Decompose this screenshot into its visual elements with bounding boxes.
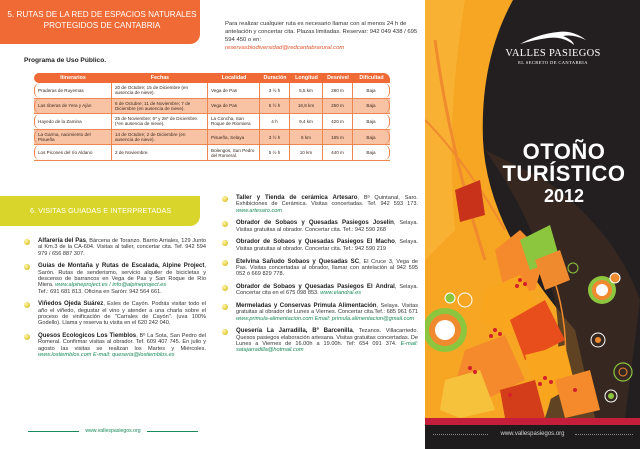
cell-fechas: 2 de Noviembre. <box>112 145 208 160</box>
header-longitud: Longitud <box>295 75 318 81</box>
item-text: , Esles de Cayón. Podrás visitar todo el año el viñedo, degustar el vino y atender a una charla sobre el proceso de vinificación de "Carrales de Cayón". (uva 100% Godello). Llama y reserva tu visita en el 620 242 040. <box>38 301 206 327</box>
routes-table <box>34 73 390 161</box>
section6-banner: 6. VISITAS GUIADAS E INTERPRETADAS <box>0 196 200 226</box>
cell-longitud: 5,5 km <box>290 83 323 98</box>
list-item <box>222 328 418 353</box>
item-web[interactable]: www.primula-alimentacion.com Email: primula.alimentacion@gmail.com <box>236 315 415 322</box>
cell-longitud: 9,4 km <box>290 114 323 129</box>
middle-panel <box>215 0 425 449</box>
cover-footer-url[interactable]: www.vallespasiegos.org <box>500 431 565 437</box>
cell-longitud: 10 km <box>290 145 323 160</box>
item-name: Viñedos Ojeda Suárez <box>38 300 104 308</box>
reservation-info <box>225 20 421 52</box>
item-name: Mermeladas y Conservas Primula Alimentación <box>236 302 377 310</box>
section5-banner <box>0 0 200 44</box>
table-row <box>34 145 390 161</box>
item-name: Taller y Tienda de cerámica Artesaro <box>236 194 358 201</box>
bullet-icon <box>222 221 228 227</box>
item-text: , Selaya. Visitas gratuitas al obrador. Concertar cita. Tef.: 942 590 268 <box>236 220 418 233</box>
left-panel <box>0 0 215 449</box>
header-desnivel: Desnivel <box>327 75 349 81</box>
bullet-icon <box>24 264 30 270</box>
item-text: , Selaya. Visitas gratuitas al obrador. Concertar cita. Tef.: 942 590 219 <box>236 239 418 252</box>
cell-itinerario: Las riberas de Yera y Aján <box>34 99 112 114</box>
brand-name: VALLES PASIEGOS <box>505 48 601 59</box>
cell-localidad: Pisueña, Selaya <box>208 130 260 145</box>
section5-title-line2: PROTEGIDOS DE CANTABRIA <box>43 21 161 30</box>
left-footer <box>28 428 198 434</box>
cell-duracion: 5 ½ h <box>260 99 290 114</box>
autumn-leaves-illustration <box>425 0 640 449</box>
item-name: Alfarería del Pas <box>38 237 87 244</box>
list-item <box>222 284 418 297</box>
table-row <box>34 114 390 130</box>
visits-list-left <box>24 238 206 365</box>
header-fechas: Fechas <box>150 75 170 81</box>
item-text: , Bº Quintanal, Saro. Exhibiciones de Cerámica. Visitas concertadas. Tef. 942 593 173. <box>236 195 418 208</box>
item-text: , Bárcena de Toranzo. Barrio Arriales, 129 Junto al Km.3 de la CA-604. Visitas al taller, concertar cita. Tef. 942 594 979 / 656 887 307. <box>38 238 206 257</box>
footer-divider <box>147 431 198 432</box>
cell-dificultad: Baja <box>353 145 390 160</box>
item-text: , El Cruce 3, Vega de Pas. Visitas concertadas al obrador, llamar con antelación al 942 595 052 ó 669 829 778. <box>236 258 418 278</box>
header-localidad: Localidad <box>221 75 247 81</box>
footer-dotted-line <box>575 434 633 435</box>
item-text: , Tezanos. Villacarriedo. Quesos pasiegos elaboración artesana. Visitas gratuitas concertadas. De Lunes a Viernes de 16.00h a 19.00h. Tef: 654 091 374. <box>236 328 418 348</box>
item-web[interactable]: www.elandral.es <box>320 290 362 297</box>
table-header <box>34 73 390 83</box>
header-duracion: Duración <box>263 75 287 81</box>
cell-dificultad: Baja <box>353 114 390 129</box>
item-text: , Sarón. Rutas de senderismo, servicio alquiler de bicicletas y descenso de barrancos en Vega de Pas y San Roque de Río Miera. <box>38 263 206 289</box>
cover-red-strip <box>425 418 640 425</box>
bullet-icon <box>222 285 228 291</box>
list-item <box>24 301 206 326</box>
brand-tagline: EL SECRETO DE CANTABRIA <box>518 60 588 65</box>
cell-fechas: 14 de Octubre; 2 de Diciembre (en ausencia de nieve). <box>112 130 208 145</box>
bullet-icon <box>222 196 228 202</box>
table-row <box>34 99 390 115</box>
item-text: , Bº La Sota, San Pedro del Romeral. Confirmar visitas al obrador. Tef. 609 407 745. En julio y agosto las visitas se realizan los Martes y Miércoles. <box>38 333 206 352</box>
cell-itinerario: Praderas de Ruyemas <box>34 83 112 98</box>
item-web[interactable]: E-mail: satajarradilla@hotmail.com <box>236 341 418 354</box>
brand-logo <box>497 28 609 65</box>
item-name: Guías de Montaña y Rutas de Escalada, Alpine Project <box>38 262 205 270</box>
cover-footer <box>425 418 640 449</box>
list-item <box>222 303 418 322</box>
item-name: Quesos Ecologicos Los Tiemblos <box>38 332 137 340</box>
cell-localidad: Bolengos, San Pedro del Romeral. <box>208 145 260 160</box>
list-item <box>222 195 418 214</box>
table-body <box>34 83 390 161</box>
item-text: , Selaya. Concertar cita en el 675 098 853. <box>236 283 418 297</box>
cell-itinerario: Hayedo de la Zamina <box>34 114 112 129</box>
cover-panel <box>425 0 640 449</box>
cell-fechas: 6 de Octubre; 11 de Noviembre; 7 de Diciembre (en ausencia de nieve). <box>112 99 208 114</box>
cover-title-year: 2012 <box>543 186 585 206</box>
reservation-email[interactable]: reservasbiodiversidad@redcantabrarural.com <box>225 45 345 52</box>
bullet-icon <box>24 334 30 340</box>
cell-desnivel: 165 m <box>323 130 353 145</box>
item-name: Etelvina Sañudo Sobaos y Quesadas SC <box>236 257 360 265</box>
bullet-icon <box>222 304 228 310</box>
list-item <box>222 239 418 252</box>
item-name: Quesería La Jarradilla, Bº Barcenilla <box>236 327 353 335</box>
cell-fechas: 20 de Octubre; 15 de Diciembre (en ausencia de nieve). <box>112 83 208 98</box>
item-name: Obrador de Sobaos y Quesadas Pasiegos El Andral <box>236 282 395 290</box>
cell-desnivel: 440 m <box>323 145 353 160</box>
list-item <box>24 238 206 257</box>
visits-list-mid <box>222 195 418 360</box>
list-item <box>24 333 206 358</box>
cell-dificultad: Baja <box>353 83 390 98</box>
cell-duracion: 5 ½ h <box>260 145 290 160</box>
section5-title-line1: 5. RUTAS DE LA RED DE ESPACIOS NATURALES <box>7 10 197 19</box>
cell-longitud: 16,8 km <box>290 99 323 114</box>
cell-dificultad: Baja <box>353 99 390 114</box>
header-itinerarios: Itinerarios <box>60 75 86 81</box>
bullet-icon <box>222 260 228 266</box>
item-web[interactable]: www.alpineproject.es / info@alpineproject.es <box>55 282 167 289</box>
cover-title <box>489 141 639 207</box>
item-text: , Selaya. Visitas gratuitas al obrador de Lunes a Viernes. Concertar cita.Tef.: 685 961 671 <box>236 303 418 316</box>
footer-divider <box>28 431 79 432</box>
cell-localidad: Vega de Pas <box>208 99 260 114</box>
logo-mountain-icon <box>518 28 588 46</box>
cell-localidad: La Concha, San Roque de Riomiera <box>208 114 260 129</box>
cell-desnivel: 420 m <box>323 114 353 129</box>
cell-duracion: 3 ½ h <box>260 83 290 98</box>
cell-fechas: 25 de Noviembre; 6* y 28* de Diciembre. (*en ausencia de nieve). <box>112 114 208 129</box>
reservation-text: Para realizar cualquier ruta es necesario llamar con al menos 24 h de antelación y concertar cita. Plazas limitadas. Reservar: 942 049 438 / 695 594 450 o en: <box>225 21 418 44</box>
cover-title-line1: OTOÑO <box>522 139 606 164</box>
bullet-icon <box>24 302 30 308</box>
item-web[interactable]: www.lostiemblos.com E-mail: queseria@lostiemblos.es <box>38 351 175 358</box>
bullet-icon <box>222 240 228 246</box>
item-name: Obrador de Sobaos y Quesadas Pasiegos El Macho <box>236 238 395 246</box>
cell-itinerario: La Garma, nacimiento del Pisueña <box>34 130 112 145</box>
cell-desnivel: 280 m <box>323 83 353 98</box>
list-item <box>24 263 206 294</box>
program-title: Programa de Uso Público. <box>24 57 107 64</box>
table-row <box>34 83 390 99</box>
cell-itinerario: Los Picones del río Aldano <box>34 145 112 160</box>
cell-dificultad: Baja <box>353 130 390 145</box>
item-name: Obrador de Sobaos y Quesadas Pasiegos Joselín <box>236 219 394 227</box>
table-row <box>34 130 390 146</box>
cell-localidad: Vega de Pas <box>208 83 260 98</box>
bullet-icon <box>24 239 30 245</box>
list-item <box>222 259 418 278</box>
footer-url[interactable]: www.vallespasiegos.org <box>85 428 141 434</box>
cell-longitud: 6 km <box>290 130 323 145</box>
header-dificultad: Dificultad <box>359 75 384 81</box>
cell-desnivel: 250 m <box>323 99 353 114</box>
cell-duracion: 4 h <box>260 114 290 129</box>
item-web[interactable]: www.artesaro.com <box>236 207 283 214</box>
item-extra: Tef.: 691 681 813. Oficina en Sarón: 942 564 661. <box>38 288 162 295</box>
list-item <box>222 220 418 233</box>
cover-title-line2: TURÍSTICO <box>502 161 626 186</box>
bullet-icon <box>222 329 228 335</box>
cell-duracion: 3 ½ h <box>260 130 290 145</box>
